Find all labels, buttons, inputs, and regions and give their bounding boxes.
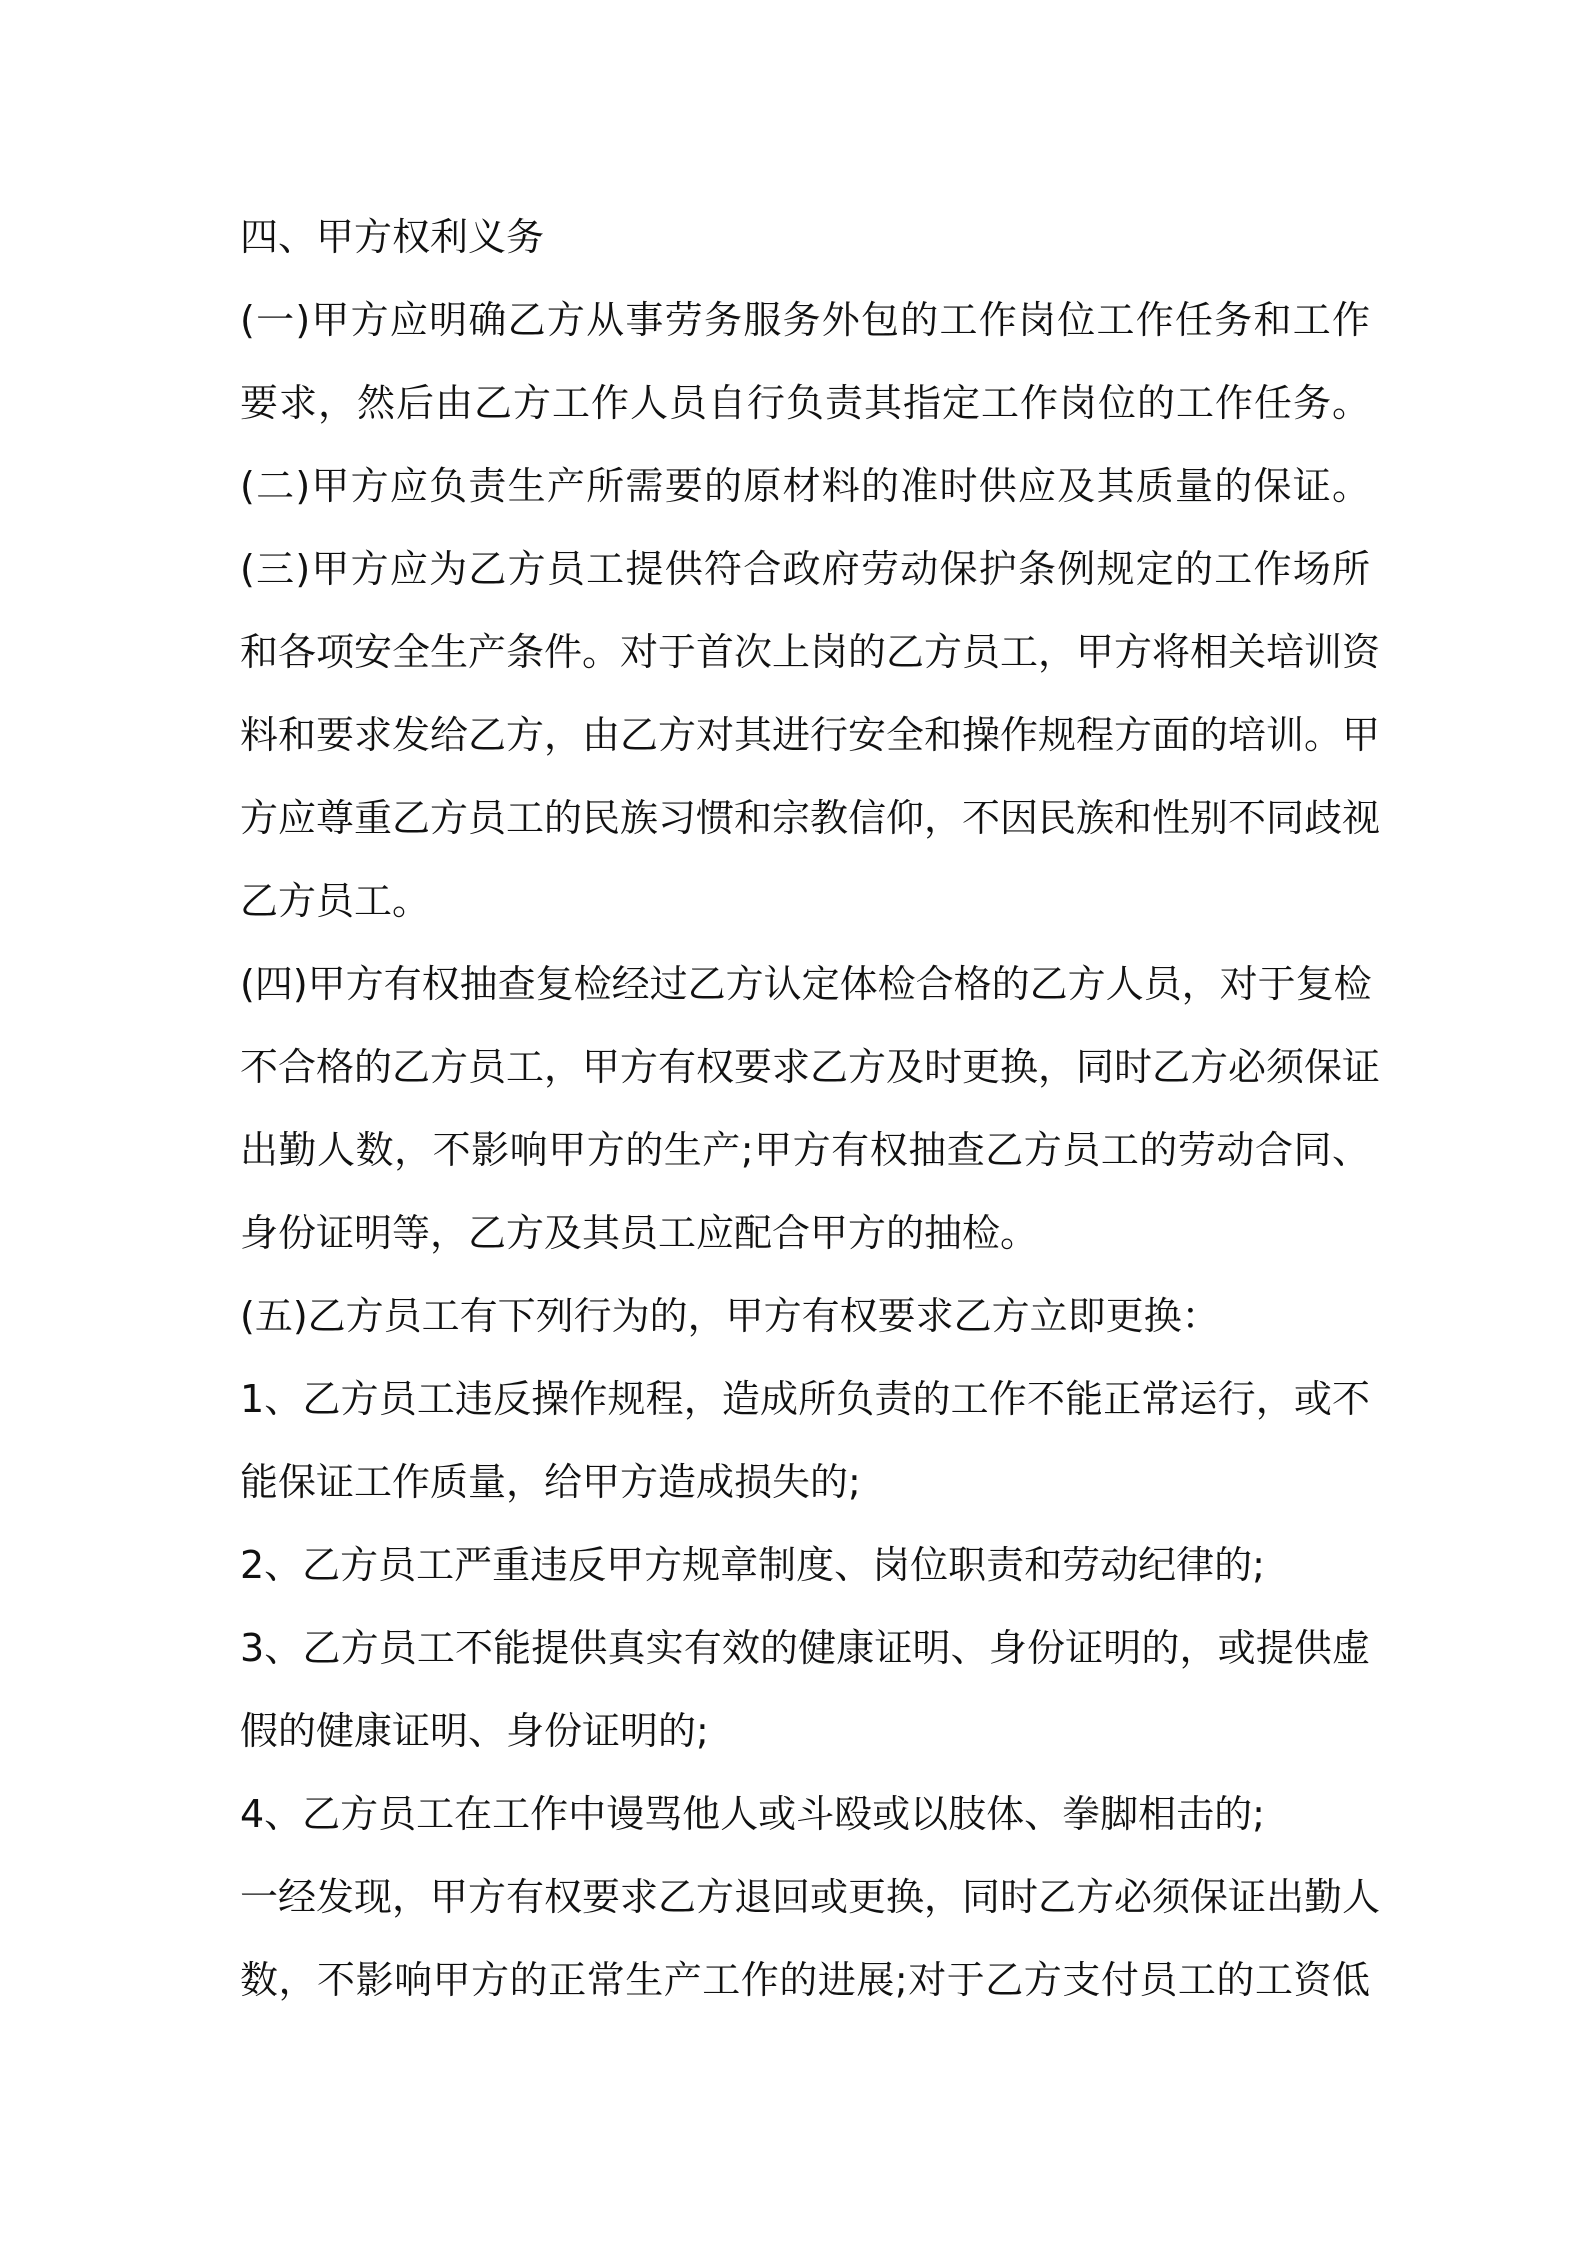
- paragraph-line: 料和要求发给乙方，由乙方对其进行安全和操作规程方面的培训。甲: [240, 713, 1381, 757]
- list-item-line: 3、乙方员工不能提供真实有效的健康证明、身份证明的，或提供虚: [240, 1626, 1370, 1670]
- paragraph-line: 身份证明等，乙方及其员工应配合甲方的抽检。: [240, 1211, 1039, 1255]
- paragraph-line: (五)乙方员工有下列行为的，甲方有权要求乙方立即更换：: [240, 1294, 1220, 1338]
- list-item-line: 1、乙方员工违反操作规程，造成所负责的工作不能正常运行，或不: [240, 1377, 1370, 1421]
- paragraph-line: (二)甲方应负责生产所需要的原材料的准时供应及其质量的保证。: [240, 464, 1370, 508]
- paragraph-line: 方应尊重乙方员工的民族习惯和宗教信仰，不因民族和性别不同歧视: [240, 796, 1381, 840]
- paragraph-line: 要求，然后由乙方工作人员自行负责其指定工作岗位的工作任务。: [240, 381, 1370, 425]
- paragraph-line: 乙方员工。: [240, 879, 431, 923]
- list-item-line: 2、乙方员工严重违反甲方规章制度、岗位职责和劳动纪律的;: [240, 1543, 1265, 1587]
- paragraph-line: 不合格的乙方员工，甲方有权要求乙方及时更换，同时乙方必须保证: [240, 1045, 1381, 1089]
- section-heading: 四、甲方权利义务: [240, 215, 545, 259]
- paragraph-line: (四)甲方有权抽查复检经过乙方认定体检合格的乙方人员，对于复检: [240, 962, 1372, 1006]
- paragraph-line: 和各项安全生产条件。对于首次上岗的乙方员工，甲方将相关培训资: [240, 630, 1381, 674]
- list-item-line: 假的健康证明、身份证明的;: [240, 1709, 709, 1753]
- paragraph-line: (一)甲方应明确乙方从事劳务服务外包的工作岗位工作任务和工作: [240, 298, 1370, 342]
- list-item-line: 能保证工作质量，给甲方造成损失的;: [240, 1460, 861, 1504]
- paragraph-line: 数，不影响甲方的正常生产工作的进展;对于乙方支付员工的工资低: [240, 1958, 1370, 2002]
- list-item-line: 4、乙方员工在工作中谩骂他人或斗殴或以肢体、拳脚相击的;: [240, 1792, 1265, 1836]
- paragraph-line: 一经发现，甲方有权要求乙方退回或更换，同时乙方必须保证出勤人: [240, 1875, 1381, 1919]
- document-body: [240, 196, 1381, 2022]
- paragraph-line: (三)甲方应为乙方员工提供符合政府劳动保护条例规定的工作场所: [240, 547, 1370, 591]
- paragraph-line: 出勤人数，不影响甲方的生产;甲方有权抽查乙方员工的劳动合同、: [240, 1128, 1370, 1172]
